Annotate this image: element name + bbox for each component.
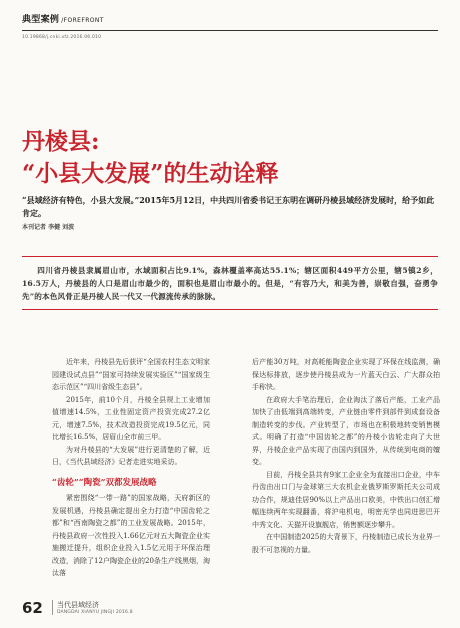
left-column <box>52 356 210 580</box>
page-header <box>22 12 438 40</box>
magazine-name-en: DANGDAI XIANYU JINGJI 2016.8 <box>56 610 133 615</box>
paragraph: 近年来，丹棱县先后获评“全国农村生态文明家园建设试点县”“国家可持续发展实验区”“国家级生态示范区”“四川省级生态县”。 <box>52 358 210 391</box>
lead-paragraph: “县域经济有特色，小县大发展。”2015年5月12日，中共四川省委书记王东明在调研丹棱县域经济发展时，给予如此肯定。 <box>22 195 435 218</box>
paragraph: 在中国制造2025的大背景下，丹棱制造已成长为业界一股不可忽视的力量。 <box>252 533 440 554</box>
title-line-2: “小县大发展”的生动诠释 <box>22 160 279 187</box>
page-footer <box>22 597 133 617</box>
section-label <box>22 12 438 25</box>
summary-box <box>22 256 438 310</box>
section-heading: “齿轮”“陶瓷”双都发展战略 <box>52 477 157 488</box>
magazine-name: 当代县域经济 <box>56 601 99 609</box>
doi-text: 10.19868/j.cnki.xfz.2016.06.010 <box>22 35 102 40</box>
paragraph: 后产能30万吨，对高耗能陶瓷企业实现了环保在线监测，确保达标排放，逐步使丹棱县成为一片蓝天白云、广大群众拍手称快。 <box>252 358 440 391</box>
section-title-en: /FOREFRONT <box>61 17 104 24</box>
title-line-1: 丹棱县: <box>22 128 100 155</box>
summary-text: 四川省丹棱县隶属眉山市，水域面积占比9.1%，森林覆盖率高达55.1%；辖区面积449平方公里，辖5镇2乡，16.5万人，丹棱县的人口是眉山市最少的，面积也是眉山市最小的。但是，“有容乃大，和美为善，崇敬自强，奋勇争先”的本色风骨正是丹棱人民一代又一代源流传承的脉脉。 <box>22 266 438 301</box>
article-title <box>22 128 438 188</box>
section-title: 典型案例 <box>22 15 60 25</box>
right-column <box>252 356 440 556</box>
paragraph: 在政府大手笔治理后，企业淘汰了落后产能，工业产品加快了由低端到高端转变，产业链由零件到部件到成套设备制造转变的步伐。产业转型了，市场也在积极地转变销售模式。明确了打造“中国齿轮之都”的丹棱小齿轮走向了大世界，丹棱企业产品实现了由国内到国外，从传统到电商的嬗变。 <box>252 395 440 466</box>
paragraph: 紧密围绕“一带一路”的国家战略，天府新区的发展机遇，丹棱县确定提出全力打造“中国齿轮之都”和“西南陶瓷之都”的工业发展战略。2015年，丹棱县政府一次性投入1.66亿元对五大陶瓷企业实施搬迁提升，组织企业投入1.5亿元用于环保治理改造，消除了12户陶瓷企业的20条生产线黑烟，淘汰落 <box>52 494 210 577</box>
magazine-info <box>52 600 133 615</box>
byline: 本刊记者 李健 刘波 <box>22 224 75 231</box>
page-number: 62 <box>22 598 43 617</box>
paragraph: 目前，丹棱全县共有9家工企业全为直接出口企业，中车丹齿由出口门与金球第三大农机企业俄罗斯罗斯托夫公司成功合作，规迪佳居90%以上产品出口欧美，中铁出口创汇增幅连续两年实现翻番，将沪电机电，明密光学也同进思巴开中秀文化、天猫开设旗舰店，销售额逐步攀升。 <box>252 470 440 529</box>
header-rule <box>22 30 438 31</box>
paragraph: 2015年，前10个月，丹棱全县规上工业增加值增速14.5%，工业性固定资产投资完成27.2亿元，增速7.5%，技术改造投资完成19.5亿元，同比增长16.5%，居眉山全市前三甲。 <box>52 395 210 441</box>
paragraph: 为对丹棱县的“大发展”进行更清楚的了解，近日，《当代县域经济》记者走进实地采访。 <box>52 445 210 466</box>
